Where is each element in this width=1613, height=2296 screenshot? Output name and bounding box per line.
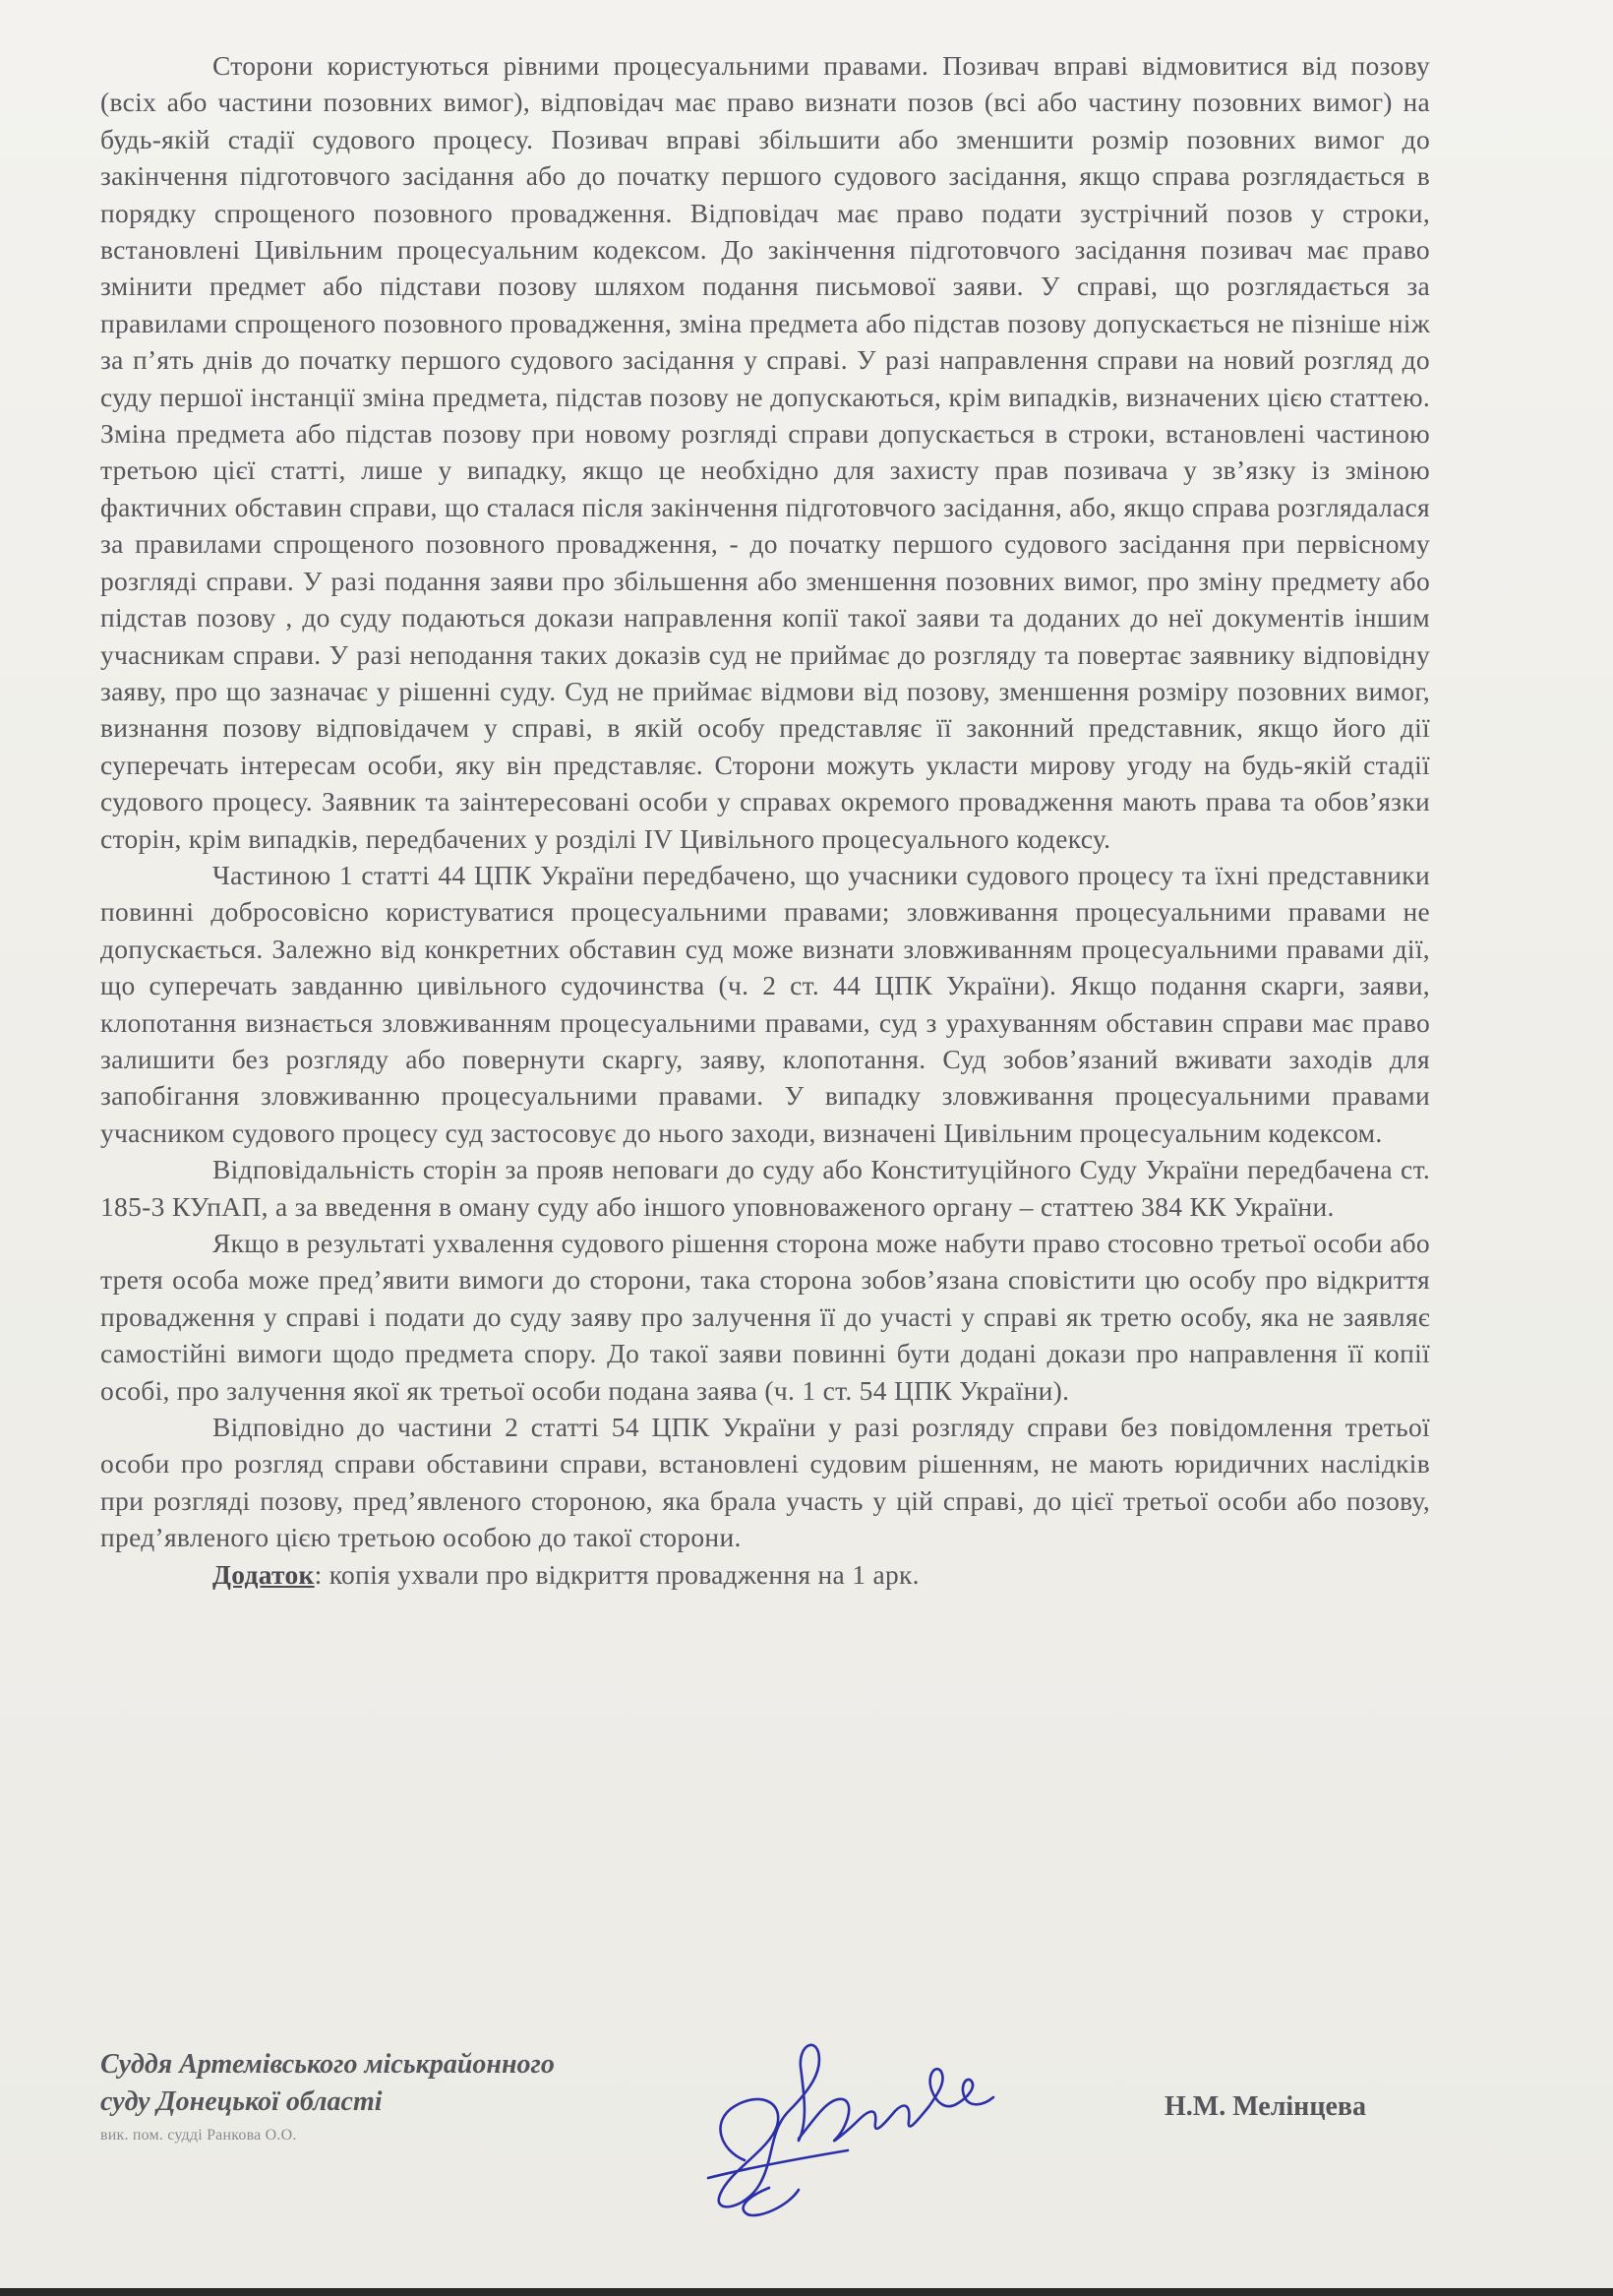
addendum-text: : копія ухвали про відкриття провадження на 1 арк. <box>314 1558 920 1590</box>
judge-title <box>100 2046 555 2121</box>
assistant-note: вик. пом. судді Ранкова О.О. <box>100 2127 297 2144</box>
paragraph-liability: Відповідальність сторін за прояв неповаги до суду або Конституційного Суду України передбачена ст. 185-3 КУпАП, а за введення в оману суду або іншого уповноваженого органу – статтею 384 КК України. <box>100 1154 1430 1222</box>
scan-edge <box>0 2288 1613 2296</box>
handwritten-signature <box>651 2013 1045 2219</box>
signature-block <box>100 2046 1438 2243</box>
paragraph-third-party-notice: Якщо в результаті ухвалення судового рішення сторона може набути право стосовно третьої особи або третя особа може пред’явити вимоги до сторони, така сторона зобов’язана сповістити цю особу про відкриття провадження у справі і подати до суду заяву про залучення її до участі у справі як третю особу, яка не заявляє самостійні вимоги щодо предмета спору. До такої заяви повинні бути додані докази про направлення її копії особі, про залучення якої як третьої особи подана заява (ч. 1 ст. 54 ЦПК України). <box>100 1228 1430 1406</box>
judge-name: Н.М. Мелінцева <box>1165 2091 1366 2122</box>
addendum-label: Додаток <box>212 1558 315 1590</box>
paragraph-third-party-consequences: Відповідно до частини 2 статті 54 ЦПК України у разі розгляду справи без повідомлення третьої особи про розгляд справи обставини справи, встановлені судовим рішенням, не мають юридичних наслідків при розгляді позову, пред’явленого стороною, яка брала участь у цій справі, до цієї третьої особи або позову, пред’явленого цією третьою особою до такої сторони. <box>100 1412 1430 1553</box>
addendum-line <box>100 1556 1430 1593</box>
paragraph-abuse-of-rights: Частиною 1 статті 44 ЦПК України передбачено, що учасники судового процесу та їхні представники повинні добросовісно користуватися процесуальними правами; зловживання процесуальними правами не допускається. Залежно від конкретних обставин суд може визнати зловживанням процесуальними правами дії, що суперечать завданню цивільного судочинства (ч. 2 ст. 44 ЦПК України). Якщо подання скарги, заяви, клопотання визнається зловживанням процесуальними правами, суд з урахуванням обставин справи має право залишити без розгляду або повернути скаргу, заяву, клопотання. Суд зобов’язаний вживати заходів для запобігання зловживанню процесуальними правами. У випадку зловживання процесуальними правами учасником судового процесу суд застосовує до нього заходи, визначені Цивільним процесуальним кодексом. <box>100 859 1430 1148</box>
document-body <box>100 47 1430 1593</box>
judge-title-line1: Суддя Артемівського міськрайонного <box>100 2049 555 2080</box>
paragraph-parties-rights: Сторони користуються рівними процесуальними правами. Позивач вправі відмовитися від позову (всіх або частини позовних вимог), відповідач має право визнати позов (всі або частину позовних вимог) на будь-якій стадії судового процесу. Позивач вправі збільшити або зменшити розмір позовних вимог до закінчення підготовчого засідання або до початку першого судового засідання, якщо справа розглядається в порядку спрощеного позовного провадження. Відповідач має право подати зустрічний позов у строки, встановлені Цивільним процесуальним кодексом. До закінчення підготовчого засідання позивач має право змінити предмет або підстави позову шляхом подання письмової заяви. У справі, що розглядається за правилами спрощеного позовного провадження, зміна предмета або підстав позову допускається не пізніше ніж за п’ять днів до початку першого судового засідання у справі. У разі направлення справи на новий розгляд до суду першої інстанції зміна предмета, підстав позову не допускаються, крім випадків, визначених цією статтею. Зміна предмета або підстав позову при новому розгляді справи допускається в строки, встановлені частиною третьою цієї статті, лише у випадку, якщо це необхідно для захисту прав позивача у зв’язку із зміною фактичних обставин справи, що сталася після закінчення підготовчого засідання, або, якщо справа розглядалася за правилами спрощеного позовного провадження, - до початку першого судового засідання при первісному розгляді справи. У разі подання заяви про збільшення або зменшення позовних вимог, про зміну предмету або підстав позову , до суду подаються докази направлення копії такої заяви та доданих до неї документів іншим учасникам справи. У разі неподання таких доказів суд не приймає до розгляду та повертає заявнику відповідну заяву, про що зазначає у рішенні суду. Суд не приймає відмови від позову, зменшення розміру позовних вимог, визнання позову відповідачем у справі, в якій особу представляє її законний представник, якщо його дії суперечать інтересам особи, яку він представляє. Сторони можуть укласти мирову угоду на будь-якій стадії судового процесу. Заявник та заінтересовані особи у справах окремого провадження мають права та обов’язки сторін, крім випадків, передбачених у розділі IV Цивільного процесуального кодексу. <box>100 50 1430 854</box>
judge-title-line2: суду Донецької області <box>100 2086 383 2117</box>
